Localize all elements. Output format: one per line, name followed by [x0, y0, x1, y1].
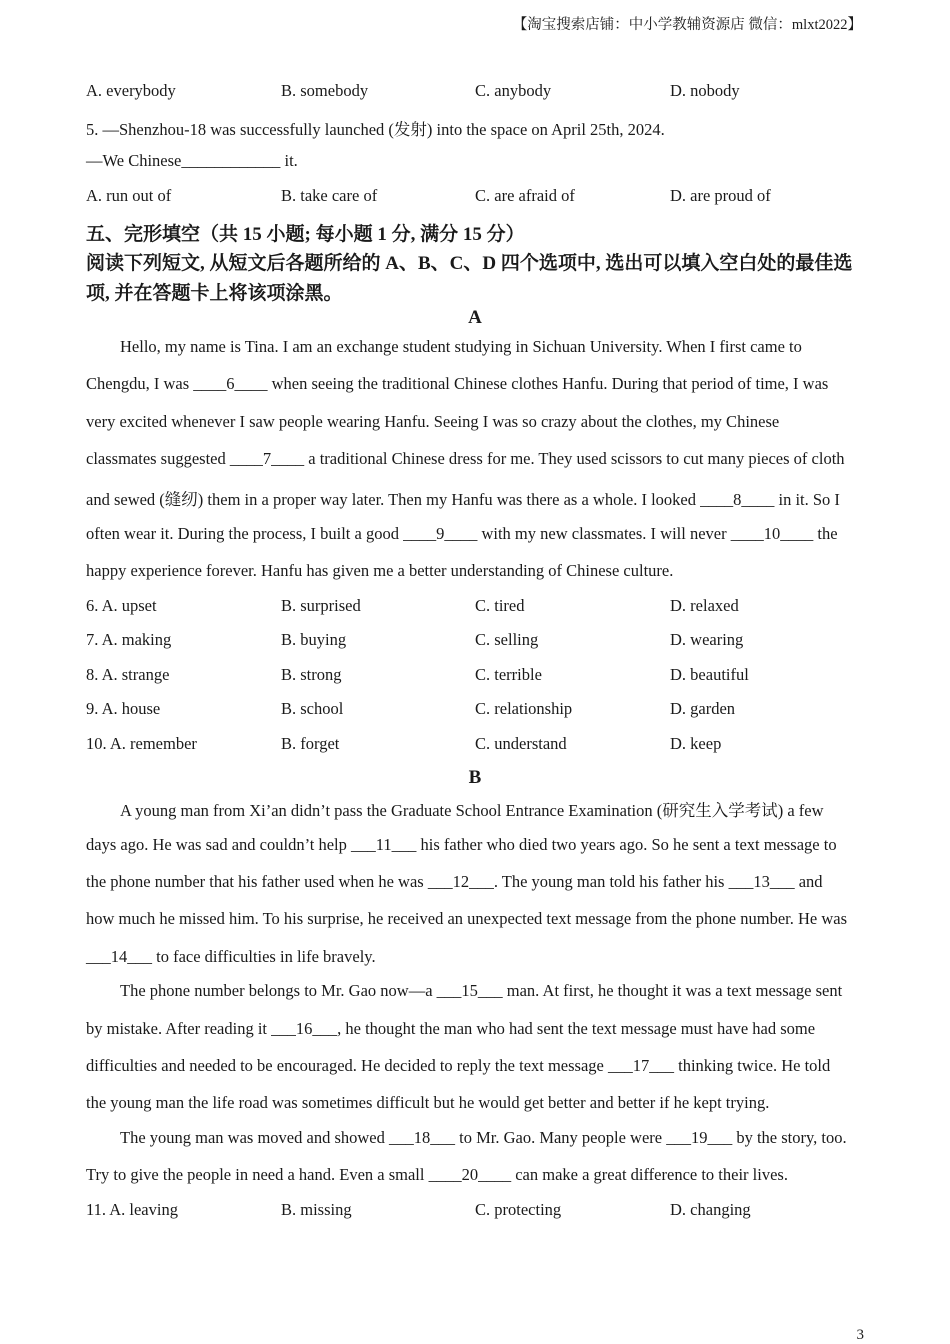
question-6-options [86, 596, 866, 620]
passage-a-line: often wear it. During the process, I built a good ____9____ with my new classmates. I will never ____10____ the [86, 524, 838, 543]
page-header: 【淘宝搜索店铺：中小学教辅资源店 微信：mlxt2022】 [512, 17, 862, 33]
passage-b-line: A young man from Xi’an didn’t pass the Graduate School Entrance Examination (研究生入学考试) a few [120, 801, 824, 820]
passage-b-line: the young man the life road was sometimes difficult but he would get better and better if he kept trying. [86, 1093, 770, 1112]
passage-a-line: very excited whenever I saw people wearing Hanfu. Seeing I was so crazy about the clothes, my Chinese [86, 412, 780, 431]
passage-b-line: The phone number belongs to Mr. Gao now—a ___15___ man. At first, he thought it was a text message sent [120, 981, 843, 1000]
option-c: C. relationship [475, 699, 573, 718]
option-b: B. missing [281, 1200, 352, 1219]
question-9-options [86, 699, 866, 723]
option-b: B. buying [281, 630, 347, 649]
passage-b-line: days ago. He was sad and couldn’t help ___11___ his father who died two years ago. So he sent a text message to [86, 835, 837, 854]
option-d: D. are proud of [670, 186, 771, 205]
option-b: B. somebody [281, 81, 369, 100]
passage-b-line: ___14___ to face difficulties in life bravely. [86, 947, 376, 966]
question-5-stem: 5. —Shenzhou-18 was successfully launched (发射) into the space on April 25th, 2024. [86, 120, 665, 139]
option-a: 7. A. making [86, 630, 172, 649]
passage-a-line: happy experience forever. Hanfu has given me a better understanding of Chinese culture. [86, 561, 674, 580]
passage-a-line: and sewed (缝纫) them in a proper way later. Then my Hanfu was there as a whole. I looked ____8____ in it. So I [86, 490, 840, 509]
option-c: C. anybody [475, 81, 552, 100]
question-4-options [86, 81, 866, 105]
question-10-options [86, 734, 866, 758]
passage-b-line: how much he missed him. To his surprise, he received an unexpected text message from the phone number. He was [86, 909, 848, 928]
section-title: 五、完形填空（共 15 小题; 每小题 1 分, 满分 15 分） [86, 224, 525, 245]
option-b: B. school [281, 699, 344, 718]
option-d: D. relaxed [670, 596, 739, 615]
section-instruction-cont: 项, 并在答题卡上将该项涂黑。 [86, 283, 343, 304]
passage-b-line: the phone number that his father used when he was ___12___. The young man told his father his ___13___ and [86, 872, 823, 891]
passage-b-line: by mistake. After reading it ___16___, he thought the man who had sent the text message must have had some [86, 1019, 816, 1038]
passage-b-line: Try to give the people in need a hand. Even a small ____20____ can make a great difference to their lives. [86, 1165, 788, 1184]
option-b: B. forget [281, 734, 340, 753]
option-d: D. wearing [670, 630, 744, 649]
option-c: C. terrible [475, 665, 542, 684]
passage-b-line: difficulties and needed to be encouraged. He decided to reply the text message ___17___ thinking twice. He told [86, 1056, 831, 1075]
option-d: D. changing [670, 1200, 751, 1219]
option-a: 11. A. leaving [86, 1200, 178, 1219]
option-a: A. everybody [86, 81, 176, 100]
question-7-options [86, 630, 866, 654]
option-d: D. keep [670, 734, 722, 753]
option-b: B. surprised [281, 596, 361, 615]
option-c: C. understand [475, 734, 567, 753]
option-a: A. run out of [86, 186, 172, 205]
option-c: C. selling [475, 630, 539, 649]
question-5-options [86, 186, 866, 210]
option-a: 10. A. remember [86, 734, 197, 753]
passage-b-line: The young man was moved and showed ___18___ to Mr. Gao. Many people were ___19___ by the story, too. [120, 1128, 847, 1147]
option-d: D. nobody [670, 81, 740, 100]
question-8-options [86, 665, 866, 689]
question-5-response: —We Chinese____________ it. [86, 151, 298, 170]
option-d: D. beautiful [670, 665, 749, 684]
option-a: 9. A. house [86, 699, 161, 718]
option-c: C. protecting [475, 1200, 562, 1219]
option-c: C. are afraid of [475, 186, 575, 205]
option-b: B. take care of [281, 186, 378, 205]
passage-a-line: Hello, my name is Tina. I am an exchange student studying in Sichuan University. When I first came to [120, 337, 802, 356]
option-a: 8. A. strange [86, 665, 170, 684]
passage-a-heading: A [468, 307, 482, 328]
option-b: B. strong [281, 665, 342, 684]
option-a: 6. A. upset [86, 596, 157, 615]
section-instruction: 阅读下列短文, 从短文后各题所给的 A、B、C、D 四个选项中, 选出可以填入空白处的最佳选 [86, 253, 853, 274]
page-number: 3 [856, 1327, 864, 1343]
option-c: C. tired [475, 596, 525, 615]
option-d: D. garden [670, 699, 736, 718]
passage-a-line: Chengdu, I was ____6____ when seeing the traditional Chinese clothes Hanfu. During that period of time, I was [86, 374, 829, 393]
question-11-options [86, 1200, 866, 1224]
passage-a-line: classmates suggested ____7____ a traditional Chinese dress for me. They used scissors to cut many pieces of cloth [86, 449, 845, 468]
passage-b-heading: B [468, 767, 482, 788]
